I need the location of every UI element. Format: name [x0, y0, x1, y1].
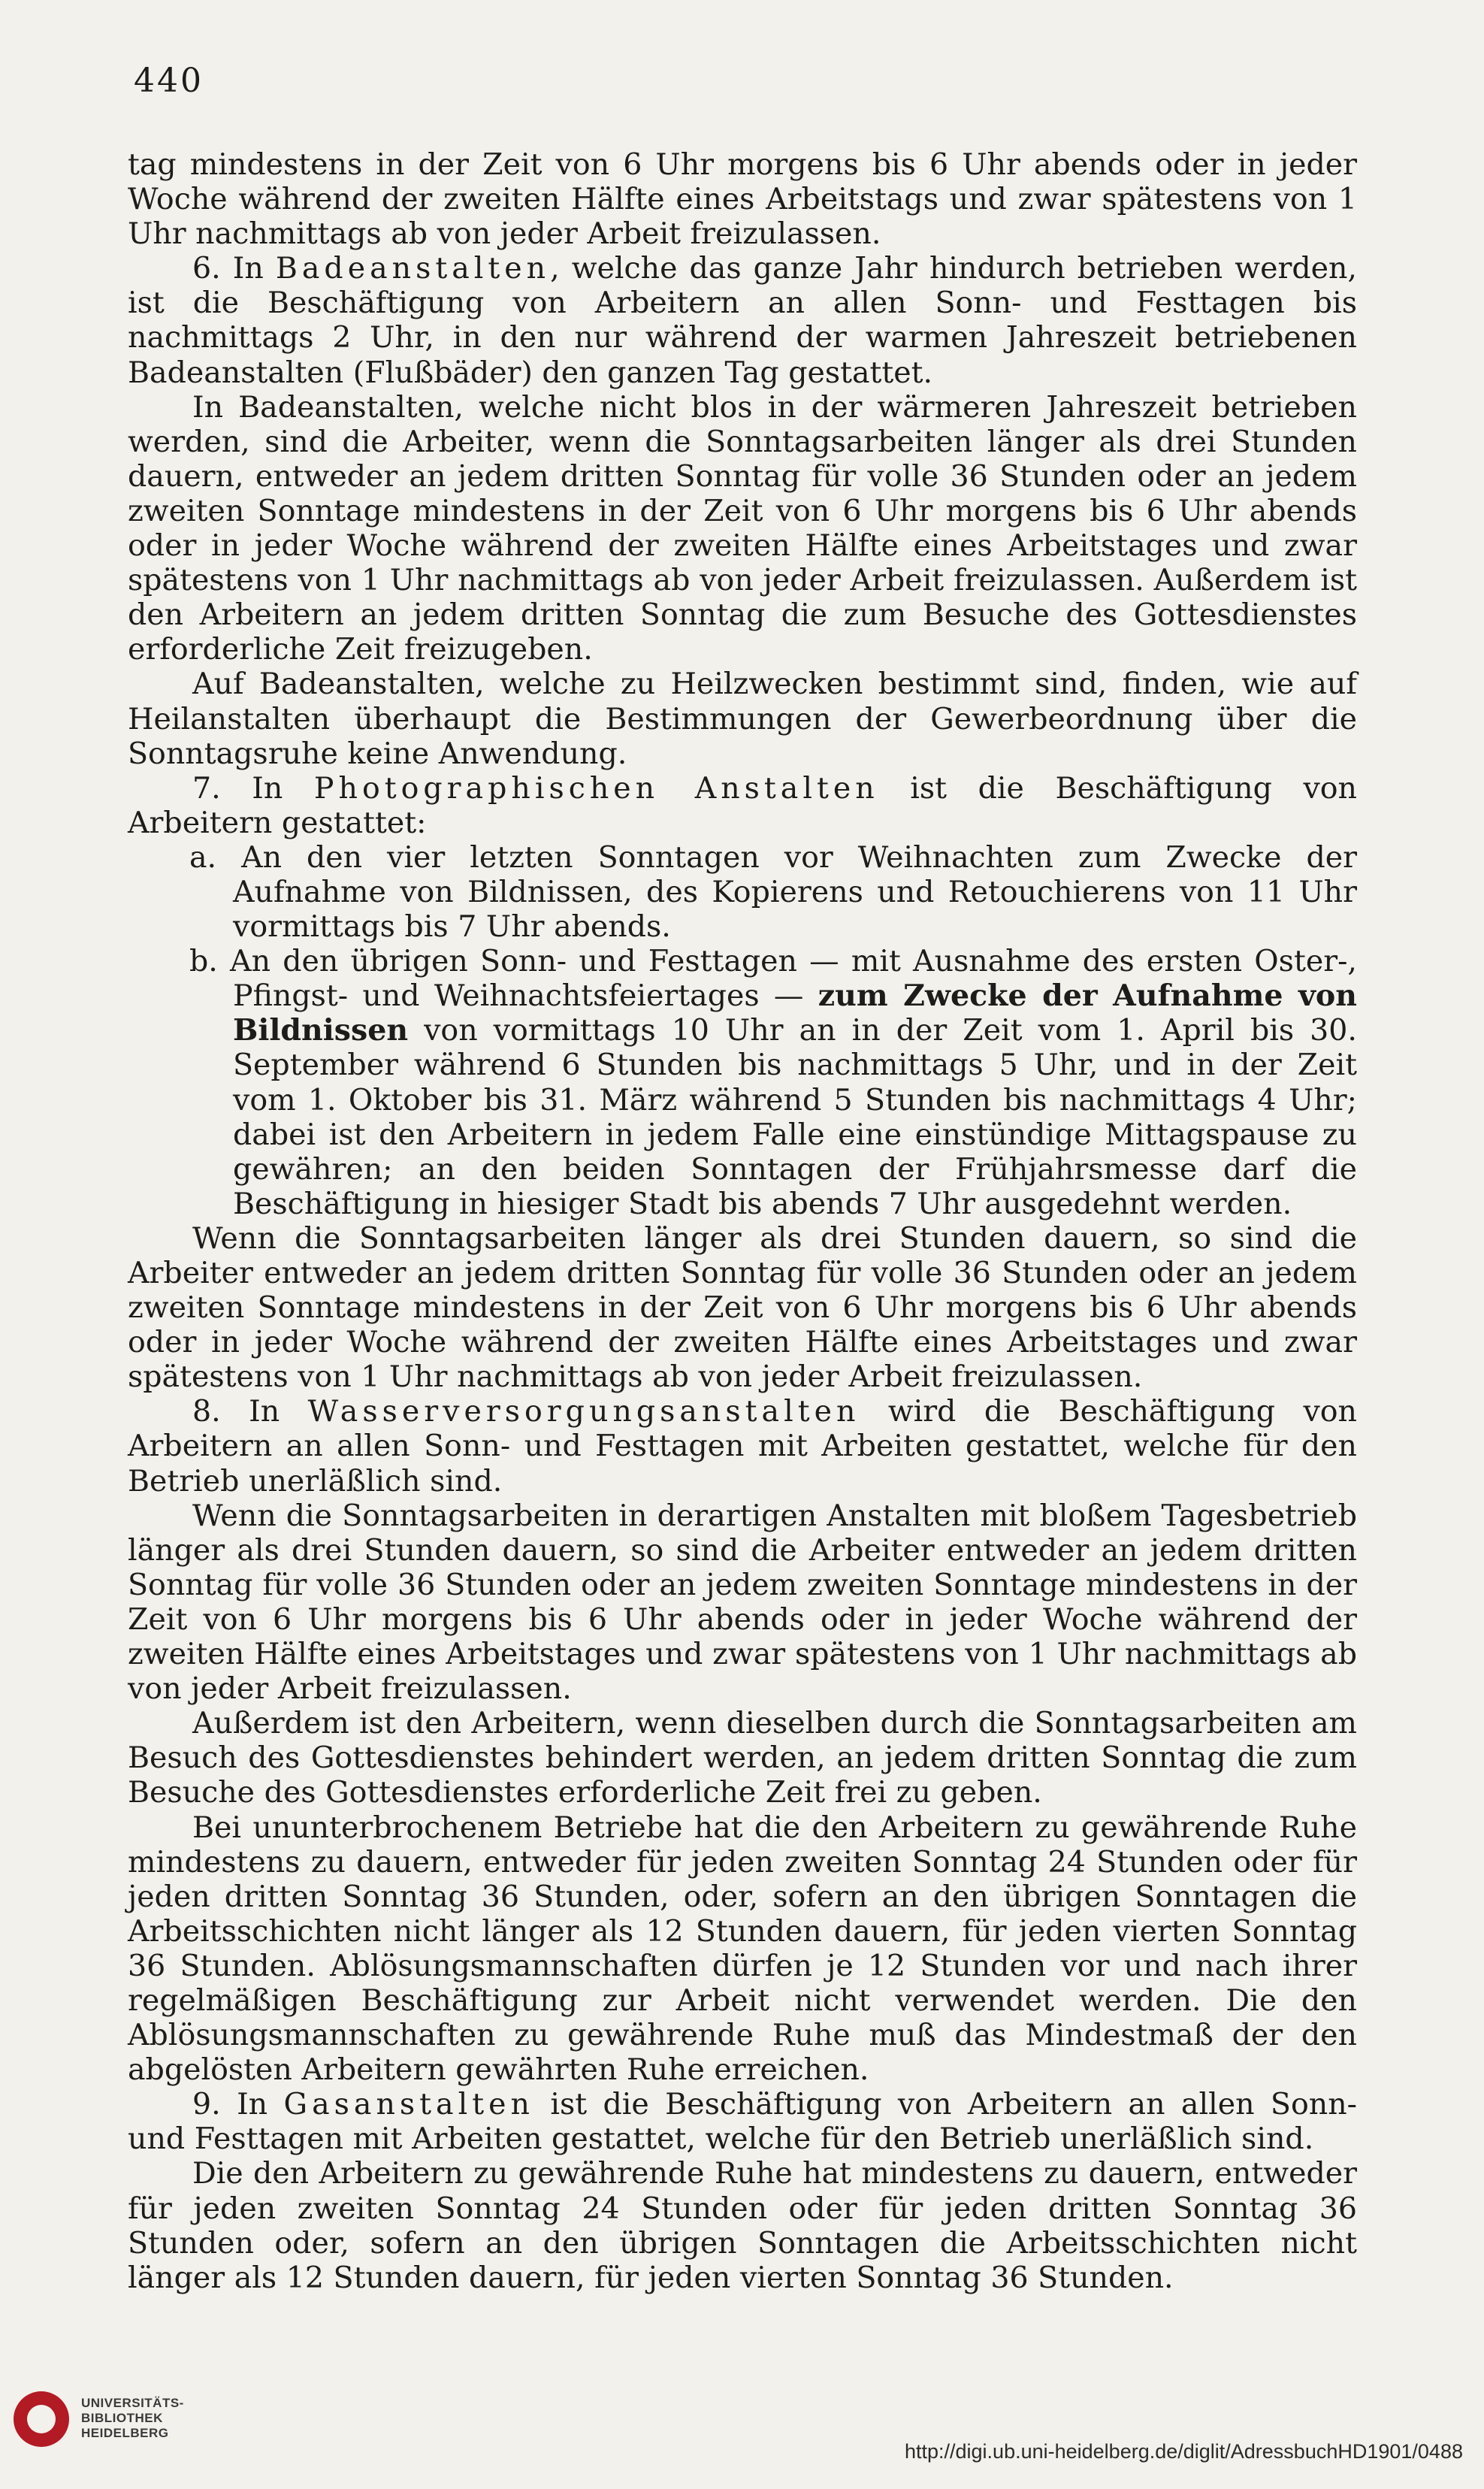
paragraph-text: ist die Beschäftigung von Arbeitern an allen Sonn- und Festtagen mit Arbeiten gestattet, welche für den Betrieb unerläßlich sind.: [128, 2087, 1357, 2157]
paragraph-text: ist die Beschäftigung von Arbeitern gestattet:: [128, 770, 1357, 840]
paragraph: Auf Badeanstalten, welche zu Heilzwecken bestimmt sind, finden, wie auf Heilanstalten überhaupt die Bestimmungen der Gewerbeordnung über die Sonntagsruhe keine Anwendung.: [128, 667, 1357, 771]
paragraph-section-6: [128, 251, 1357, 389]
library-name-line: UNIVERSITÄTS-: [81, 2396, 184, 2410]
list-item-a: a. An den vier letzten Sonntagen vor Weihnachten zum Zwecke der Aufnahme von Bildnissen, des Kopierens und Retouchierens von 11 Uhr vormittags bis 7 Uhr abends.: [189, 839, 1357, 945]
library-name: [81, 2396, 184, 2441]
emphasis-text: zum Zwecke der Aufnahme von Bildnissen: [233, 978, 1357, 1048]
section-number: 6. In: [192, 251, 276, 286]
section-number: 7. In: [192, 770, 314, 806]
list-item-text: b. An den übrigen Sonn- und Festtagen — mit Ausnahme des ersten Oster-, Pfingst- und Weihnachtsfeiertages —: [189, 944, 1357, 1014]
list-item-b: [128, 944, 1357, 1221]
library-logo[interactable]: [0, 2375, 210, 2457]
paragraph: In Badeanstalten, welche nicht blos in der wärmeren Jahreszeit betrieben werden, sind die Arbeiter, wenn die Sonntagsarbeiten länger als drei Stunden dauern, entweder an jedem dritten Sonntag für volle 36 Stunden oder an jedem zweiten Sonntage mindestens in der Zeit von 6 Uhr morgens bis 6 Uhr abends oder in jeder Woche während der zweiten Hälfte eines Arbeitstages und zwar spätestens von 1 Uhr nachmittags ab von jeder Arbeit freizulassen. Außerdem ist den Arbeitern an jedem dritten Sonntag die zum Besuche des Gottesdienstes erforderliche Zeit freizugeben.: [128, 389, 1357, 667]
section-heading: Gasanstalten: [283, 2087, 534, 2122]
paragraph: Außerdem ist den Arbeitern, wenn dieselben durch die Sonntagsarbeiten am Besuch des Gottesdienstes behindert werden, an jedem dritten Sonntag die zum Besuche des Gottesdienstes erforderliche Zeit frei zu geben.: [128, 1706, 1357, 1810]
paragraph: Wenn die Sonntagsarbeiten in derartigen Anstalten mit bloßem Tagesbetrieb länger als drei Stunden dauern, so sind die Arbeiter entweder an jedem dritten Sonntag für volle 36 Stunden oder an jedem zweiten Sonntage mindestens in der Zeit von 6 Uhr morgens bis 6 Uhr abends oder in jeder Woche während der zweiten Hälfte eines Arbeitstages und zwar spätestens von 1 Uhr nachmittags ab von jeder Arbeit freizulassen.: [128, 1498, 1357, 1707]
section-number: 8. In: [192, 1394, 308, 1429]
list-item-text: von vormittags 10 Uhr an in der Zeit vom 1. April bis 30. September während 6 Stunden bis nachmittags 5 Uhr, und in der Zeit vom 1. Oktober bis 31. März während 5 Stunden bis nachmittags 4 Uhr; dabei ist den Arbeitern in jedem Falle eine einstündige Mittagspause zu gewähren; an den beiden Sonntagen der Frühjahrsmesse darf die Beschäftigung in hiesiger Stadt bis abends 7 Uhr ausgedehnt werden.: [233, 1013, 1357, 1221]
section-heading: Badeanstalten: [275, 251, 551, 286]
page-number: 440: [134, 62, 204, 100]
document-body: [128, 147, 1357, 2295]
paragraph: Bei ununterbrochenem Betriebe hat die den Arbeitern zu gewährende Ruhe mindestens zu dauern, entweder für jeden zweiten Sonntag 24 Stunden oder für jeden dritten Sonntag 36 Stunden, oder, sofern an den übrigen Sonntagen die Arbeitsschichten nicht länger als 12 Stunden dauern, für jeden vierten Sonntag 36 Stunden. Ablösungsmannschaften dürfen je 12 Stunden vor und nach ihrer regelmäßigen Beschäftigung zur Arbeit nicht verwendet werden. Die den Ablösungsmannschaften zu gewährende Ruhe muß das Mindestmaß der den abgelösten Arbeitern gewährten Ruhe erreichen.: [128, 1810, 1357, 2088]
library-name-line: HEIDELBERG: [81, 2426, 169, 2440]
section-number: 9. In: [192, 2087, 284, 2122]
section-heading: Wasserversorgungsanstalten: [307, 1394, 860, 1429]
paragraph-section-7: [128, 771, 1357, 840]
paragraph-text: , welche das ganze Jahr hindurch betrieben werden, ist die Beschäftigung von Arbeitern an allen Sonn- und Festtagen bis nachmittags 2 Uhr, in den nur während der warmen Jahreszeit betriebenen Badeanstalten (Flußbäder) den ganzen Tag gestattet.: [128, 251, 1357, 390]
paragraph: tag mindestens in der Zeit von 6 Uhr morgens bis 6 Uhr abends oder in jeder Woche während der zweiten Hälfte eines Arbeitstags und zwar spätestens von 1 Uhr nachmittags ab von jeder Arbeit freizulassen.: [128, 147, 1357, 252]
paragraph-text: wird die Beschäftigung von Arbeitern an allen Sonn- und Festtagen mit Arbeiten gestattet, welche für den Betrieb unerläßlich sind.: [128, 1394, 1358, 1499]
paragraph: Die den Arbeitern zu gewährende Ruhe hat mindestens zu dauern, entweder für jeden zweiten Sonntag 24 Stunden oder für jeden dritten Sonntag 36 Stunden oder, sofern an den übrigen Sonntagen die Arbeitsschichten nicht länger als 12 Stunden dauern, für jeden vierten Sonntag 36 Stunden.: [128, 2156, 1357, 2295]
source-url-link[interactable]: http://digi.ub.uni-heidelberg.de/diglit/AdressbuchHD1901/0488: [904, 2440, 1463, 2463]
section-heading: Photographischen Anstalten: [313, 770, 879, 806]
paragraph: Wenn die Sonntagsarbeiten länger als drei Stunden dauern, so sind die Arbeiter entweder an jedem dritten Sonntag für volle 36 Stunden oder an jedem zweiten Sonntage mindestens in der Zeit von 6 Uhr morgens bis 6 Uhr abends oder in jeder Woche während der zweiten Hälfte eines Arbeitstages und zwar spätestens von 1 Uhr nachmittags ab von jeder Arbeit freizulassen.: [128, 1220, 1357, 1395]
paragraph-section-8: [128, 1394, 1357, 1498]
library-name-line: BIBLIOTHEK: [81, 2411, 163, 2425]
paragraph-section-9: [128, 2087, 1357, 2156]
library-seal-icon: [14, 2391, 69, 2447]
